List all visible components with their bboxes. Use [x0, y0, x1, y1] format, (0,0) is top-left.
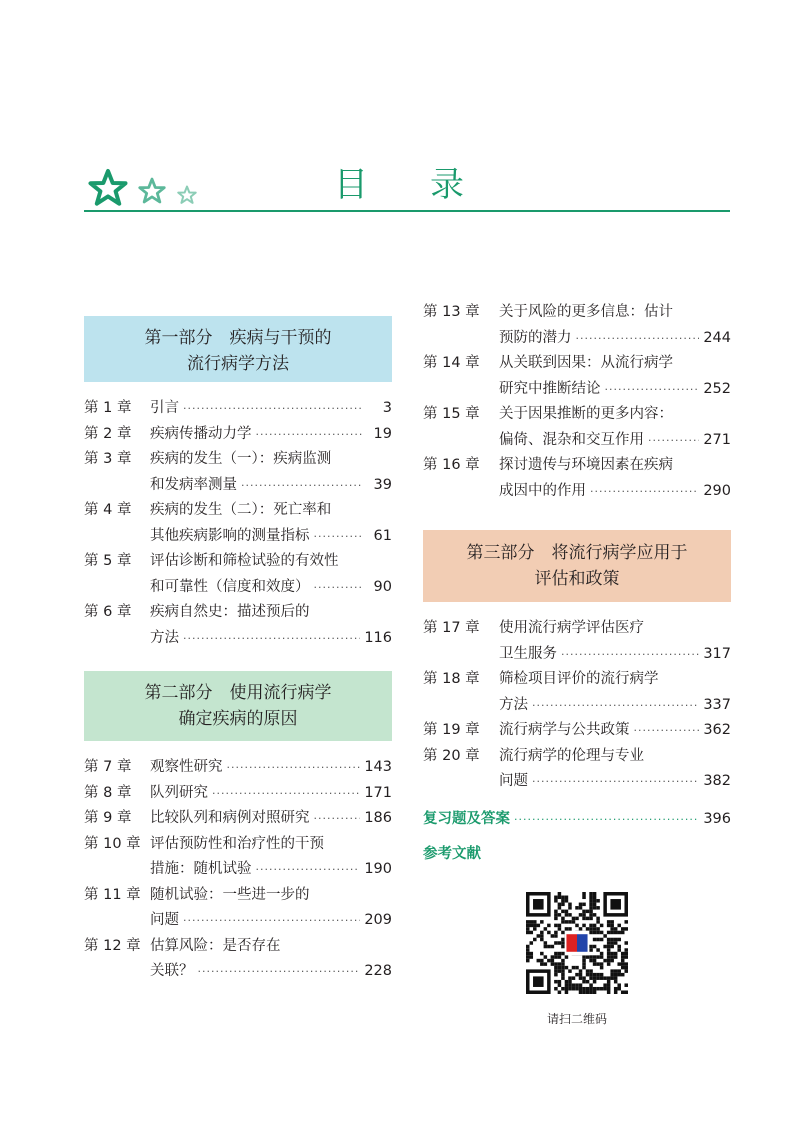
page-number: 186	[364, 810, 392, 826]
leader-dots	[256, 857, 361, 883]
chapter-title: 和可靠性（信度和效度）	[150, 578, 310, 595]
leader-dots	[183, 908, 360, 934]
toc-entry[interactable]	[84, 755, 392, 781]
page-number: 39	[373, 476, 392, 493]
chapter-title: 队列研究	[150, 784, 208, 801]
page-number: 171	[364, 784, 392, 801]
leader-dots	[590, 479, 699, 505]
header-rule	[84, 210, 730, 212]
review-answers-entry[interactable]	[423, 807, 731, 833]
leader-dots	[314, 806, 361, 832]
leader-dots	[648, 428, 699, 454]
leader-dots	[227, 755, 361, 781]
chapter-title: 疾病自然史：描述预后的	[150, 604, 310, 620]
chapter-title: 其他疾病影响的测量指标	[150, 527, 310, 544]
toc-entry[interactable]	[84, 549, 392, 600]
leader-dots	[256, 422, 363, 448]
chapter-title: 问题	[150, 912, 179, 928]
toc-entry[interactable]	[423, 300, 731, 351]
chapter-title: 问题	[499, 773, 528, 789]
chapter-number: 第 12 章	[84, 937, 141, 954]
chapter-title: 和发病率测量	[150, 476, 237, 493]
toc-entry[interactable]	[423, 718, 731, 744]
toc-entry[interactable]	[84, 498, 392, 549]
chapter-title: 偏倚、混杂和交互作用	[499, 431, 644, 448]
part-heading	[84, 316, 392, 382]
chapter-title: 评估预防性和治疗性的干预	[150, 835, 324, 852]
chapter-title: 观察性研究	[150, 759, 223, 775]
chapter-title: 研究中推断结论	[499, 380, 601, 397]
chapter-number: 第 1 章	[84, 400, 132, 416]
star-outline-icon	[138, 177, 166, 205]
chapter-number: 第 7 章	[84, 759, 132, 775]
toc-entry[interactable]	[84, 600, 392, 651]
leader-dots	[314, 575, 363, 601]
page-number: 290	[703, 482, 731, 499]
page-number: 190	[364, 861, 392, 877]
chapter-title: 方法	[499, 696, 528, 713]
chapter-title: 估算风险：是否存在	[150, 937, 281, 954]
chapter-title: 预防的潜力	[499, 329, 572, 346]
chapter-title: 探讨遗传与环境因素在疾病	[499, 457, 673, 473]
toc-entry[interactable]	[84, 447, 392, 498]
part-title-line: 评估和政策	[534, 569, 620, 589]
page-number: 337	[703, 696, 731, 713]
page-number: 61	[373, 527, 392, 544]
chapter-number: 第 15 章	[423, 406, 480, 422]
chapter-number: 第 10 章	[84, 835, 141, 852]
chapter-number: 第 17 章	[423, 620, 480, 636]
part-title-line: 确定疾病的原因	[178, 709, 298, 729]
leader-dots	[532, 769, 699, 795]
page-number: 90	[373, 578, 392, 595]
toc-header	[84, 160, 730, 216]
part-title-line: 流行病学方法	[187, 354, 289, 374]
chapter-number: 第 2 章	[84, 425, 132, 442]
page-number: 244	[703, 329, 731, 346]
qr-code-icon[interactable]	[526, 892, 628, 994]
star-outline-icon	[177, 185, 197, 205]
chapter-number: 第 11 章	[84, 886, 141, 903]
part-title-line: 第二部分 使用流行病学	[144, 683, 332, 703]
chapter-number: 第 4 章	[84, 502, 132, 518]
chapter-number: 第 18 章	[423, 671, 480, 687]
page-number: 362	[703, 722, 731, 738]
toc-entry[interactable]	[84, 396, 392, 422]
toc-entry[interactable]	[84, 781, 392, 807]
toc-entry[interactable]	[84, 832, 392, 883]
toc-entry[interactable]	[84, 934, 392, 985]
leader-dots	[605, 377, 700, 403]
chapter-number: 第 16 章	[423, 457, 480, 473]
page-title: 目录	[334, 165, 526, 205]
chapter-number: 第 19 章	[423, 722, 480, 738]
part-title-line: 第一部分 疾病与干预的	[144, 328, 332, 348]
chapter-title: 使用流行病学评估医疗	[499, 620, 644, 636]
toc-entry[interactable]	[84, 806, 392, 832]
chapter-number: 第 13 章	[423, 304, 480, 320]
toc-column-right	[423, 300, 731, 868]
page-number: 209	[364, 912, 392, 928]
page-number: 382	[703, 773, 731, 789]
toc-entry[interactable]	[423, 616, 731, 667]
review-label: 复习题及答案	[423, 810, 510, 827]
part-heading	[423, 530, 731, 602]
page-number: 317	[703, 645, 731, 662]
chapter-number: 第 8 章	[84, 784, 132, 801]
toc-entry[interactable]	[423, 351, 731, 402]
qr-caption: 请扫二维码	[546, 1012, 607, 1026]
leader-dots	[241, 473, 362, 499]
leader-dots	[634, 718, 700, 744]
leader-dots	[183, 626, 360, 652]
chapter-title: 筛检项目评价的流行病学	[499, 671, 659, 687]
chapter-number: 第 6 章	[84, 604, 132, 620]
page-number: 19	[373, 425, 392, 442]
page-number: 396	[703, 810, 731, 827]
page-number: 252	[703, 380, 731, 397]
chapter-number: 第 14 章	[423, 355, 480, 371]
page-number: 271	[703, 431, 731, 448]
part-heading	[84, 671, 392, 741]
chapter-title: 流行病学与公共政策	[499, 722, 630, 738]
part-title-line: 第三部分 将流行病学应用于	[466, 543, 688, 563]
chapter-title: 流行病学的伦理与专业	[499, 747, 644, 764]
toc-entry[interactable]	[423, 402, 731, 453]
chapter-title: 关于因果推断的更多内容：	[499, 406, 673, 422]
chapter-title: 随机试验：一些进一步的	[150, 886, 310, 903]
toc-entry[interactable]	[84, 883, 392, 934]
leader-dots	[212, 781, 360, 807]
chapter-title: 疾病的发生（二）：死亡率和	[150, 502, 332, 518]
chapter-title: 引言	[150, 400, 179, 416]
chapter-title: 比较队列和病例对照研究	[150, 810, 310, 826]
chapter-number: 第 20 章	[423, 747, 480, 764]
toc-entry[interactable]	[423, 744, 731, 795]
toc-entry[interactable]	[423, 453, 731, 504]
leader-dots	[561, 642, 699, 668]
page-number: 3	[382, 400, 392, 416]
chapter-title: 卫生服务	[499, 645, 557, 662]
chapter-title: 关联？	[150, 963, 194, 979]
chapter-title: 从关联到因果：从流行病学	[499, 355, 673, 371]
chapter-title: 方法	[150, 629, 179, 646]
star-outline-icon	[88, 168, 128, 208]
chapter-title: 措施：随机试验	[150, 861, 252, 877]
page-number: 143	[364, 759, 392, 775]
leader-dots	[183, 396, 362, 422]
leader-dots	[514, 807, 699, 833]
chapter-number: 第 3 章	[84, 451, 132, 467]
leader-dots	[576, 326, 700, 352]
toc-entry[interactable]	[423, 667, 731, 718]
chapter-title: 关于风险的更多信息：估计	[499, 304, 673, 320]
leader-dots	[532, 693, 699, 719]
chapter-title: 疾病传播动力学	[150, 425, 252, 442]
chapter-number: 第 9 章	[84, 810, 132, 826]
page-number: 116	[364, 629, 392, 646]
chapter-title: 成因中的作用	[499, 482, 586, 499]
chapter-title: 疾病的发生（一）：疾病监测	[150, 451, 332, 467]
chapter-number: 第 5 章	[84, 553, 132, 569]
page-number: 228	[364, 963, 392, 979]
references-entry[interactable]: 参考文献	[423, 846, 481, 862]
toc-column-left	[84, 300, 392, 985]
chapter-title: 评估诊断和筛检试验的有效性	[150, 553, 339, 569]
leader-dots	[314, 524, 363, 550]
toc-entry[interactable]	[84, 422, 392, 448]
leader-dots	[198, 959, 361, 985]
